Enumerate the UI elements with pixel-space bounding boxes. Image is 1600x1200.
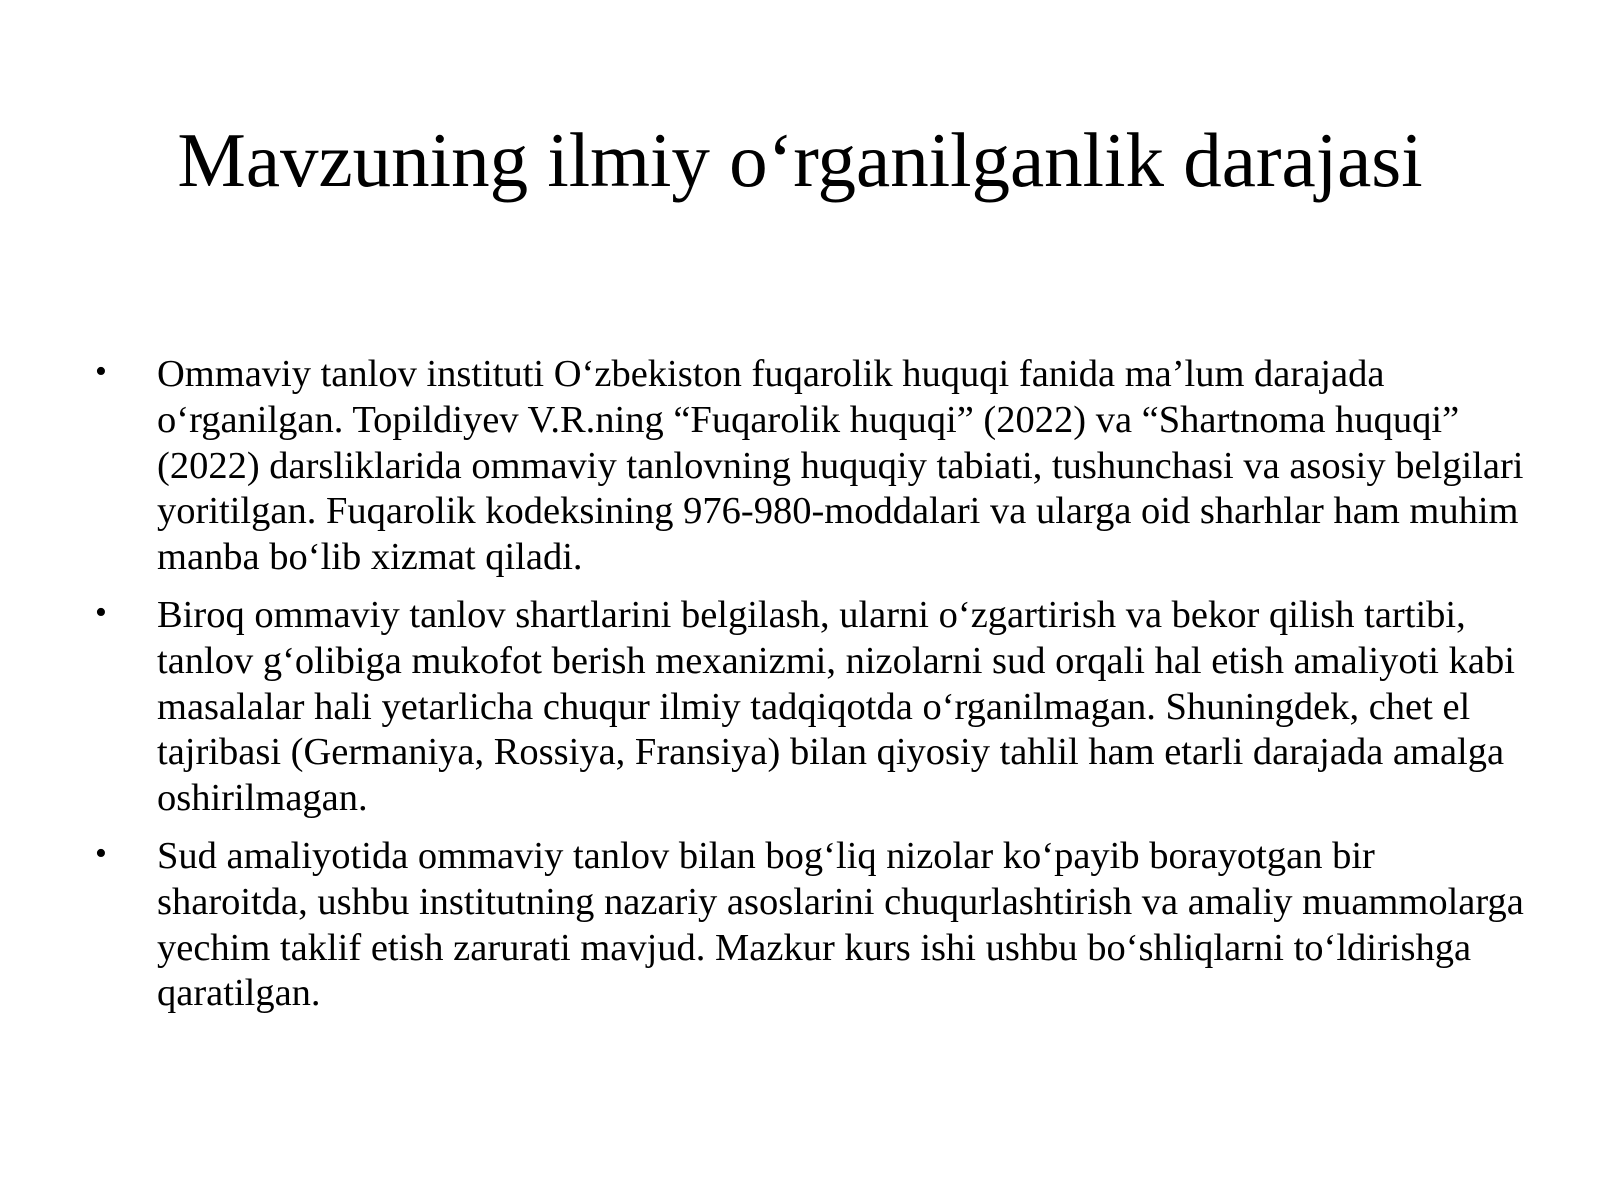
bullet-item [95, 352, 1525, 581]
bullet-item [95, 834, 1525, 1017]
bullet-icon: • [95, 353, 107, 390]
bullet-icon: • [95, 593, 107, 631]
bullet-icon: • [95, 834, 107, 872]
bullet-list [95, 352, 1525, 1029]
slide-title: Mavzuning ilmiy o‘rganilganlik darajasi [177, 117, 1423, 203]
bullet-text: Sud amaliyotida ommaviy tanlov bilan bog‘liq nizolar ko‘payib borayotgan bir sharoitda, ushbu institutning nazariy asoslarini chuqurlashtirish va amaliy muammolarga yechim taklif etish zarurati mavjud. Mazkur kurs ishi ushbu bo‘shliqlarni to‘ldirishga qaratilgan. [157, 834, 1524, 1015]
bullet-item [95, 593, 1525, 822]
bullet-text: Ommaviy tanlov instituti O‘zbekiston fuqarolik huquqi fanida ma’lum darajada o‘rganilgan. Topildiyev V.R.ning “Fuqarolik huquqi” (2022) va “Shartnoma huquqi” (2022) darsliklarida ommaviy tanlovning huquqiy tabiati, tushunchasi va asosiy belgilari yoritilgan. Fuqarolik kodeksining 976-980-moddalari va ularga oid sharhlar ham muhim manba bo‘lib xizmat qiladi. [157, 353, 1524, 579]
bullet-text: Biroq ommaviy tanlov shartlarini belgilash, ularni o‘zgartirish va bekor qilish tartibi, tanlov g‘olibiga mukofot berish mexanizmi, nizolarni sud orqali hal etish amaliyoti kabi masalalar hali yetarlicha chuqur ilmiy tadqiqotda o‘rganilmagan. Shuningdek, chet el tajribasi (Germaniya, Rossiya, Fransiya) bilan qiyosiy tahlil ham etarli darajada amalga oshirilmagan. [157, 593, 1515, 820]
